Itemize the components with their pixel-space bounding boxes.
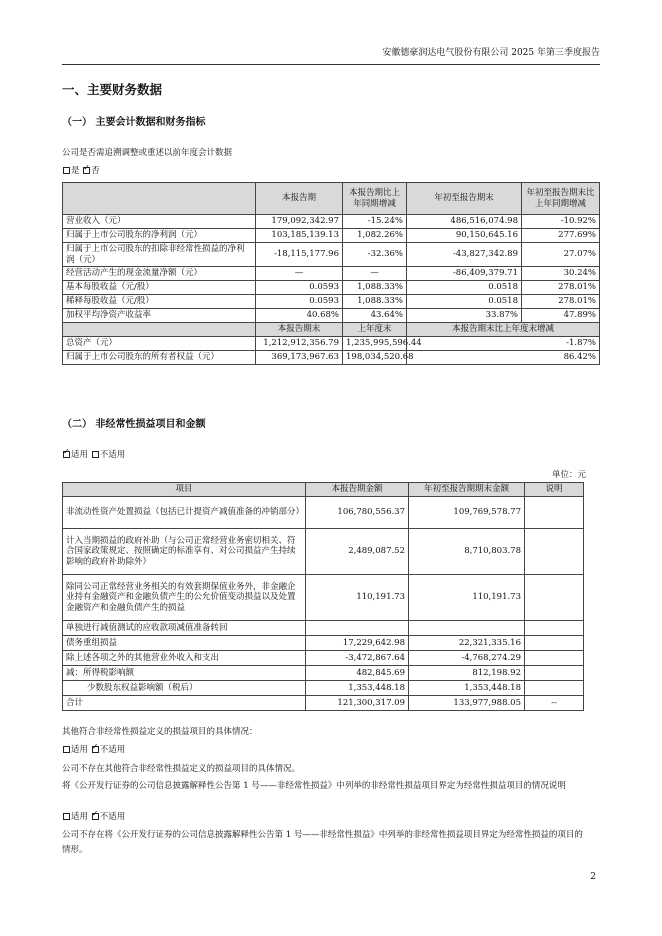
reclassification-options (62, 812, 125, 823)
table-row (63, 267, 600, 281)
cell-value: 812,198.92 (409, 666, 525, 681)
cell-value: -86,409,379.71 (407, 267, 522, 281)
cell-value: 133,977,988.05 (409, 696, 525, 711)
checkbox-not-applicable-checked-icon (92, 746, 99, 753)
checkbox-not-applicable-icon (92, 451, 99, 458)
row-label: 归属于上市公司股东的扣除非经常性损益的净利润（元） (63, 243, 256, 267)
row-label: 减：所得税影响额 (63, 666, 306, 681)
cell-value (409, 621, 525, 636)
restatement-options (62, 166, 100, 177)
column-header: 项目 (63, 483, 306, 497)
cell-value: 277.69% (522, 229, 600, 243)
table-row (63, 351, 600, 365)
option-yes-label: 是 (71, 166, 80, 176)
table-row (63, 696, 584, 711)
applicable-label: 适用 (71, 812, 89, 822)
table-row (63, 309, 600, 323)
cell-value: 179,092,342.97 (256, 215, 343, 229)
cell-value: — (343, 267, 407, 281)
cell-value: 1,082.26% (343, 229, 407, 243)
cell-value: 198,034,520.68 (343, 351, 407, 365)
cell-value: 278.01% (522, 281, 600, 295)
header-divider (62, 64, 600, 65)
page-number: 2 (590, 872, 596, 882)
column-header: 年初至报告期末 (407, 183, 522, 215)
cell-value: 90,150,645.16 (407, 229, 522, 243)
row-label: 归属于上市公司股东的净利润（元） (63, 229, 256, 243)
cell-value: 1,212,912,356.79 (256, 337, 343, 351)
table-row (63, 243, 600, 267)
cell-value: -3,472,867.64 (306, 651, 409, 666)
cell-value: 30.24% (522, 267, 600, 281)
row-label: 合计 (63, 696, 306, 711)
column-header: 本报告期金额 (306, 483, 409, 497)
row-label: 总资产（元） (63, 337, 256, 351)
cell-value: 27.07% (522, 243, 600, 267)
table-row (63, 229, 600, 243)
reclassification-explanation-title: 将《公开发行证券的公司信息披露解释性公告第 1 号——非经常性损益》中列举的非经常性损益项目界定为经常性损益项目的情况说明 (62, 781, 566, 791)
cell-value: -32.36% (343, 243, 407, 267)
table-row (63, 651, 584, 666)
row-label: 单独进行减值测试的应收款项减值准备转回 (63, 621, 306, 636)
cell-value (525, 497, 584, 529)
row-label: 债务重组损益 (63, 636, 306, 651)
cell-value: 17,229,642.98 (306, 636, 409, 651)
row-label: 稀释每股收益（元/股） (63, 295, 256, 309)
reclassification-none-statement: 公司不存在将《公开发行证券的公司信息披露解释性公告第 1 号——非经常性损益》中列举的非经常性损益项目界定为经常性损益的项目的情形。 (62, 830, 583, 855)
table-header-row (63, 183, 600, 215)
applicable-label: 适用 (71, 450, 89, 460)
cell-value: — (256, 267, 343, 281)
row-label: 经营活动产生的现金流量净额（元） (63, 267, 256, 281)
subsection-title-accounting: （一） 主要会计数据和财务指标 (62, 117, 206, 128)
cell-value (525, 575, 584, 621)
column-header (63, 183, 256, 215)
cell-value: 369,173,967.63 (256, 351, 343, 365)
cell-value (525, 529, 584, 575)
not-applicable-label: 不适用 (99, 812, 126, 822)
column-header (63, 323, 256, 337)
other-items-label: 其他符合非经常性损益定义的损益项目的具体情况： (62, 727, 258, 737)
row-label: 加权平均净资产收益率 (63, 309, 256, 323)
cell-value: 109,769,578.77 (409, 497, 525, 529)
table-row (63, 681, 584, 696)
row-label: 基本每股收益（元/股） (63, 281, 256, 295)
table-row (63, 497, 584, 529)
cell-value: -4,768,274.29 (409, 651, 525, 666)
table-row (63, 575, 584, 621)
column-header: 本报告期比上年同期增减 (343, 183, 407, 215)
column-header: 年初至报告期期末金额 (409, 483, 525, 497)
row-label: 除上述各项之外的其他营业外收入和支出 (63, 651, 306, 666)
checkbox-yes-icon (63, 167, 70, 174)
cell-value: -18,115,177.96 (256, 243, 343, 267)
section-title: 一、主要财务数据 (62, 82, 163, 97)
cell-value: 1,353,448.18 (306, 681, 409, 696)
cell-value: 0.0518 (407, 295, 522, 309)
cell-value: 2,489,087.52 (306, 529, 409, 575)
checkbox-applicable-icon (63, 813, 70, 820)
option-no-label: 否 (91, 166, 100, 176)
column-header: 说明 (525, 483, 584, 497)
table-row (63, 621, 584, 636)
restatement-question: 公司是否需追溯调整或重述以前年度会计数据 (62, 148, 233, 158)
applicable-options (62, 450, 125, 461)
cell-value: -1.87% (407, 337, 600, 351)
cell-value: -43,827,342.89 (407, 243, 522, 267)
cell-value: 0.0518 (407, 281, 522, 295)
applicable-label: 适用 (71, 745, 89, 755)
other-items-none-statement: 公司不存在其他符合非经常性损益定义的损益项目的具体情况。 (62, 764, 301, 774)
cell-value: 43.64% (343, 309, 407, 323)
cell-value (306, 621, 409, 636)
subsection-title-nonrecurring: （二） 非经常性损益项目和金额 (62, 419, 206, 430)
table-row (63, 636, 584, 651)
cell-value: 40.68% (256, 309, 343, 323)
table-row (63, 337, 600, 351)
table-header-row (63, 483, 584, 497)
cell-value: 1,353,448.18 (409, 681, 525, 696)
cell-value: 103,185,139.13 (256, 229, 343, 243)
column-header: 本报告期 (256, 183, 343, 215)
nonrecurring-items-table (62, 482, 584, 711)
cell-value: -15.24% (343, 215, 407, 229)
table-row (63, 281, 600, 295)
cell-value: 8,710,803.78 (409, 529, 525, 575)
cell-value: 110,191.73 (306, 575, 409, 621)
cell-value: 33.87% (407, 309, 522, 323)
cell-value: 0.0593 (256, 295, 343, 309)
unit-label: 单位：元 (551, 470, 586, 480)
not-applicable-label: 不适用 (99, 745, 126, 755)
column-header: 本报告期末比上年度末增减 (407, 323, 600, 337)
other-items-options (62, 745, 125, 756)
cell-value: 1,088.33% (343, 281, 407, 295)
cell-value: 110,191.73 (409, 575, 525, 621)
column-header: 本报告期末 (256, 323, 343, 337)
cell-value: 121,300,317.09 (306, 696, 409, 711)
row-label: 非流动性资产处置损益（包括已计提资产减值准备的冲销部分） (63, 497, 306, 529)
cell-value: -10.92% (522, 215, 600, 229)
cell-value: 86.42% (407, 351, 600, 365)
checkbox-not-applicable-checked-icon (92, 813, 99, 820)
table-row (63, 215, 600, 229)
row-label: 除同公司正常经营业务相关的有效套期保值业务外，非金融企业持有金融资产和金融负债产生的公允价值变动损益以及处置金融资产和金融负债产生的损益 (63, 575, 306, 621)
cell-value: 486,516,074.98 (407, 215, 522, 229)
cell-value: 482,845.69 (306, 666, 409, 681)
cell-value: 22,321,335.16 (409, 636, 525, 651)
cell-value: 278.01% (522, 295, 600, 309)
column-header: 年初至报告期末比上年同期增减 (522, 183, 600, 215)
row-label: 营业收入（元） (63, 215, 256, 229)
row-label: 少数股东权益影响额（税后） (63, 681, 306, 696)
cell-value (525, 636, 584, 651)
cell-value: -- (525, 696, 584, 711)
cell-value (525, 666, 584, 681)
row-label: 计入当期损益的政府补助（与公司正常经营业务密切相关、符合国家政策规定、按照确定的标准享有、对公司损益产生持续影响的政府补助除外） (63, 529, 306, 575)
cell-value (525, 681, 584, 696)
checkbox-applicable-icon (63, 746, 70, 753)
cell-value: 0.0593 (256, 281, 343, 295)
report-header: 安徽德豪润达电气股份有限公司 2025 年第三季度报告 (382, 48, 600, 58)
cell-value: 106,780,556.37 (306, 497, 409, 529)
column-header: 上年度末 (343, 323, 407, 337)
table-row (63, 529, 584, 575)
checkbox-no-checked-icon (83, 167, 90, 174)
cell-value: 1,088.33% (343, 295, 407, 309)
not-applicable-label: 不适用 (99, 450, 126, 460)
table-row (63, 295, 600, 309)
cell-value (525, 621, 584, 636)
financial-indicators-table (62, 182, 600, 365)
cell-value: 1,235,995,596.44 (343, 337, 407, 351)
row-label: 归属于上市公司股东的所有者权益（元） (63, 351, 256, 365)
table-row (63, 666, 584, 681)
table-subheader-row (63, 323, 600, 337)
checkbox-applicable-checked-icon (63, 451, 70, 458)
cell-value (525, 651, 584, 666)
cell-value: 47.89% (522, 309, 600, 323)
